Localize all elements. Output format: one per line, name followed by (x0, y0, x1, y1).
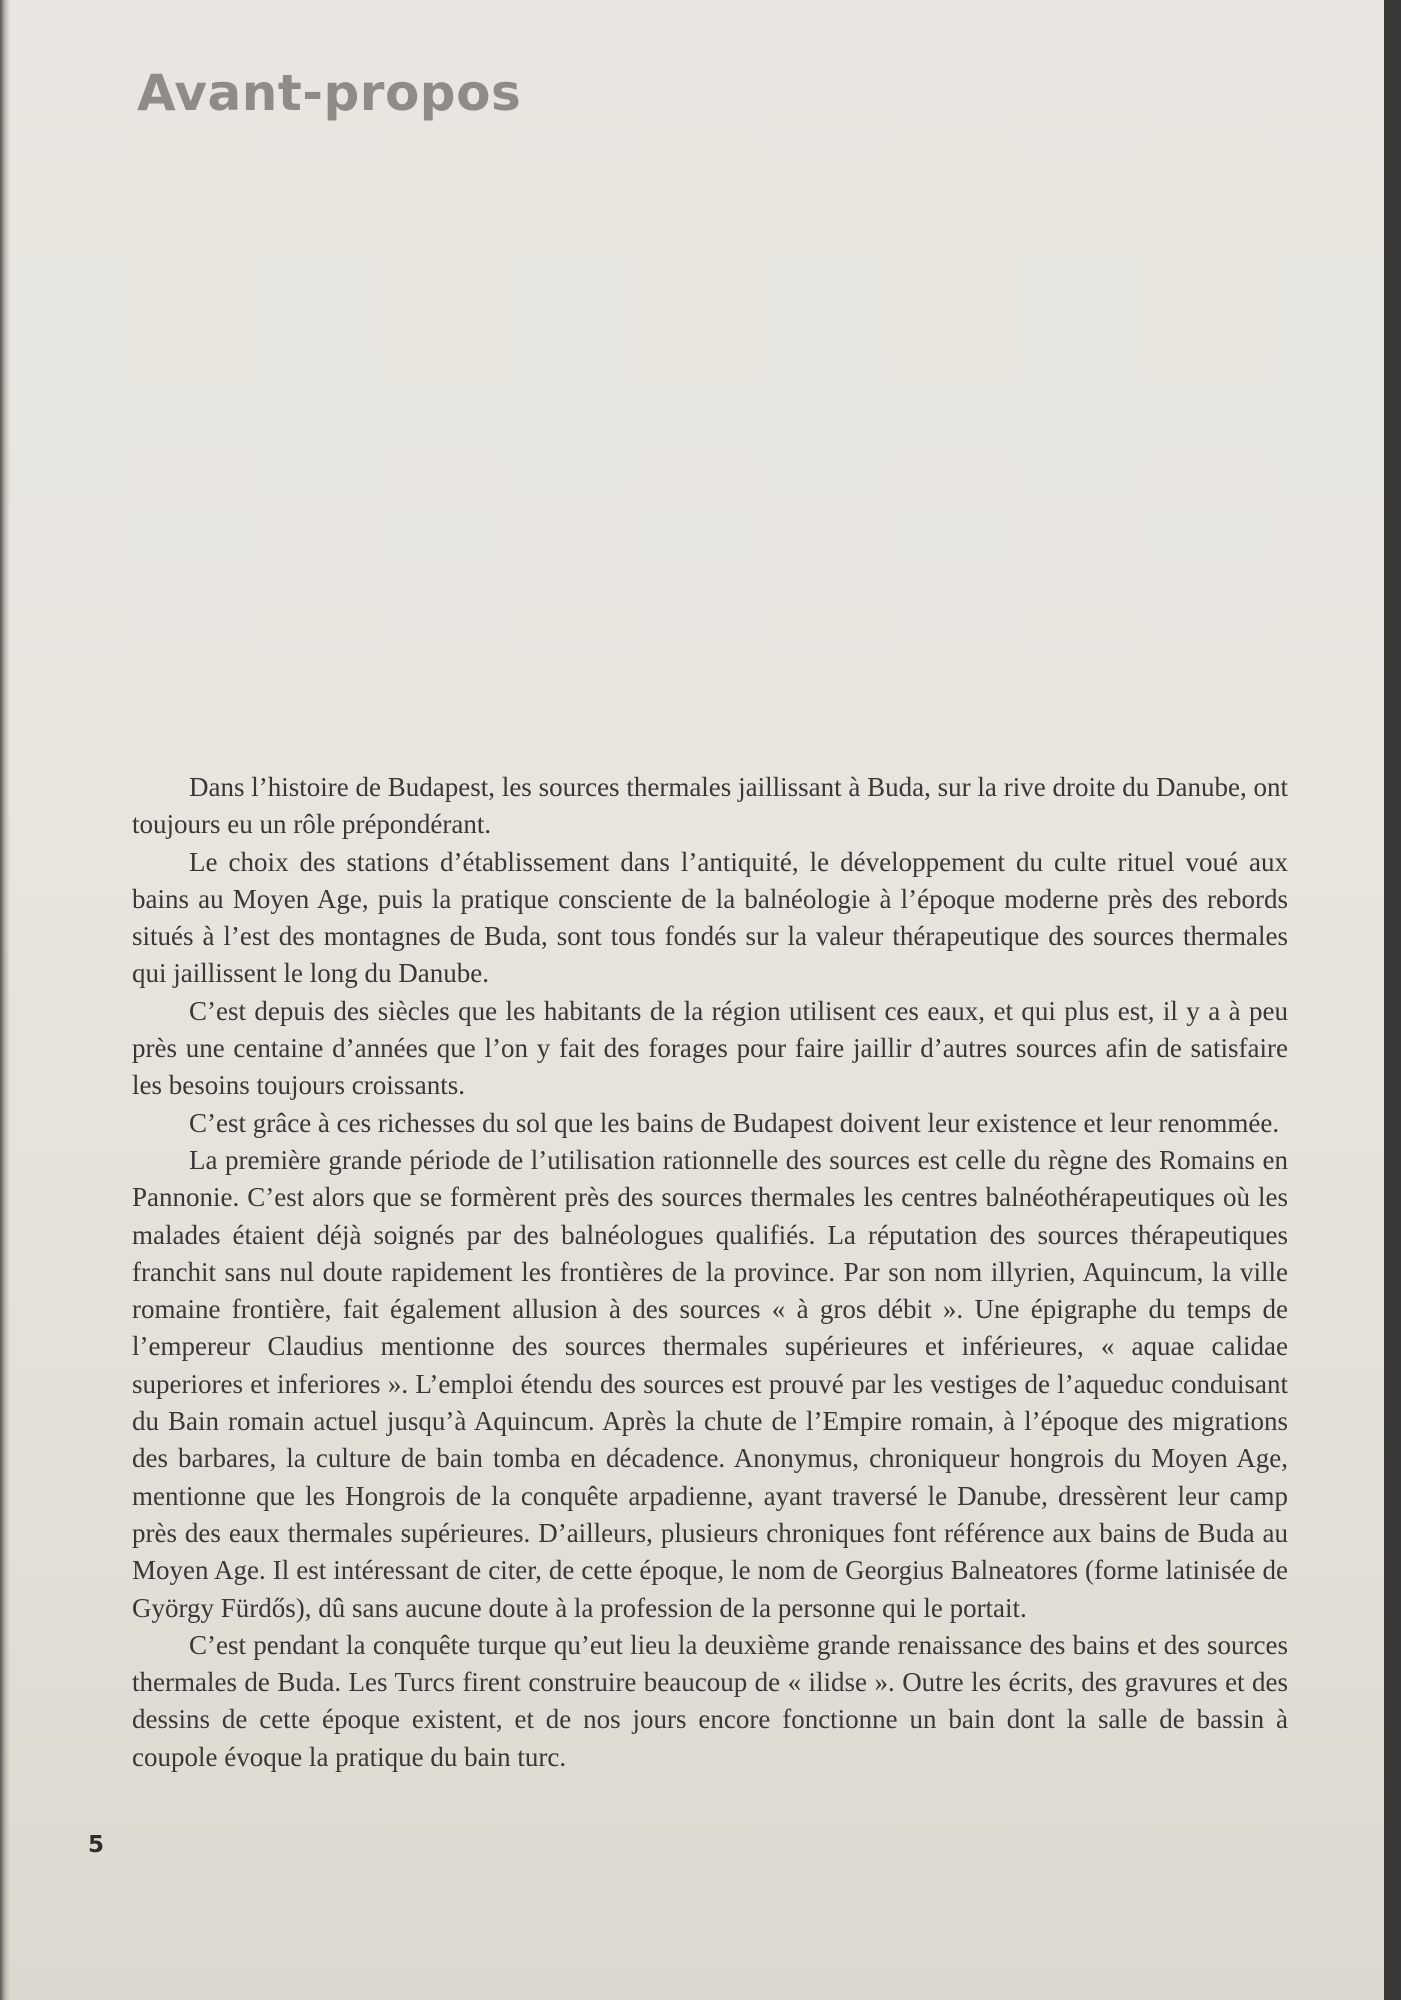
paragraph: C’est depuis des siècles que les habitants de la région utilisent ces eaux, et qui plus est, il y a à peu près une centaine d’années que l’on y fait des forages pour faire jaillir d’autres sources afin de satisfaire les besoins toujours croissants. (132, 995, 1288, 1101)
page-title: Avant-propos (137, 64, 522, 122)
paragraph: C’est grâce à ces richesses du sol que les bains de Budapest doivent leur existence et leur renommée. (189, 1107, 1280, 1138)
paragraph: Le choix des stations d’établissement dans l’antiquité, le développement du culte rituel voué aux bains au Moyen Age, puis la pratique consciente de la balnéologie à l’époque moderne près des rebords situés à l’est des montagnes de Buda, sont tous fondés sur la valeur thérapeutique des sources thermales qui jaillissent le long du Danube. (132, 846, 1288, 989)
paragraph: La première grande période de l’utilisation rationnelle des sources est celle du règne des Romains en Pannonie. C’est alors que se formèrent près des sources thermales les centres balnéothérapeutiques où les malades étaient déjà soignés par des balnéologues qualifiés. La réputation des sources thérapeutiques franchit sans nul doute rapidement les frontières de la province. Par son nom illyrien, Aquincum, la ville romaine frontière, fait également allusion à des sources « à gros débit ». Une épigraphe du temps de l’empereur Claudius mentionne des sources thermales supérieures et inférieures, « aquae calidae superiores et inferiores ». L’emploi étendu des sources est prouvé par les vestiges de l’aqueduc conduisant du Bain romain actuel jusqu’à Aquincum. Après la chute de l’Empire romain, à l’époque des migrations des barbares, la culture de bain tomba en décadence. Anonymus, chroniqueur hongrois du Moyen Age, mentionne que les Hongrois de la conquête arpadienne, ayant traversé le Danube, dressèrent leur camp près des eaux thermales supérieures. D’ailleurs, plusieurs chroniques font référence aux bains de Buda au Moyen Age. Il est intéressant de citer, de cette époque, le nom de Georgius Balneatores (forme latinisée de György Fürdős), dû sans aucune doute à la profession de la personne qui le portait. (132, 1144, 1288, 1623)
paragraph: Dans l’histoire de Budapest, les sources thermales jaillissant à Buda, sur la rive droite du Danube, ont toujours eu un rôle prépondérant. (132, 772, 1288, 840)
page-number: 5 (88, 1832, 105, 1858)
body-text (132, 769, 1288, 1776)
page-binding-shadow (0, 0, 10, 2000)
paragraph: C’est pendant la conquête turque qu’eut lieu la deuxième grande renaissance des bains et des sources thermales de Buda. Les Turcs firent construire beaucoup de « ilidse ». Outre les écrits, des gravures et des dessins de cette époque existent, et de nos jours encore fonctionne un bain dont la salle de bassin à coupole évoque la pratique du bain turc. (132, 1629, 1288, 1772)
